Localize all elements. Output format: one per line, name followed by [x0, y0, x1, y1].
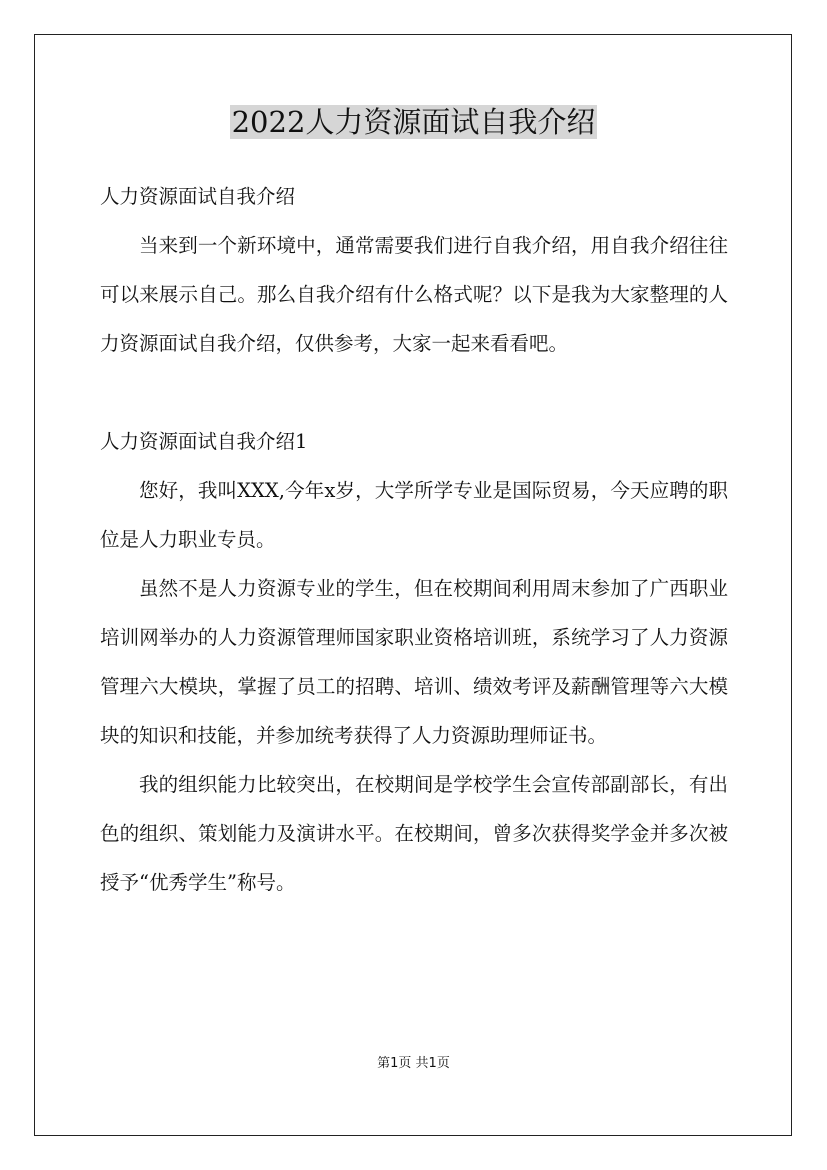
- body-paragraph: 您好，我叫XXX,今年x岁，大学所学专业是国际贸易，今天应聘的职位是人力职业专员。: [100, 479, 728, 551]
- page-number-footer: 第1页 共1页: [377, 1056, 450, 1071]
- document-title-text: 2022人力资源面试自我介绍: [231, 105, 596, 139]
- document-title: [0, 100, 827, 144]
- body-paragraph: 我的组织能力比较突出，在校期间是学校学生会宣传部副部长，有出色的组织、策划能力及演讲水平。在校期间，曾多次获得奖学金并多次被授予“优秀学生”称号。: [100, 773, 728, 894]
- intro-paragraph: 当来到一个新环境中，通常需要我们进行自我介绍，用自我介绍往往可以来展示自己。那么自我介绍有什么格式呢？以下是我为大家整理的人力资源面试自我介绍，仅供参考，大家一起来看看吧。: [100, 234, 728, 355]
- paragraph-spacer: [100, 368, 728, 417]
- section-heading: 人力资源面试自我介绍1: [100, 430, 308, 453]
- document-body: [100, 172, 728, 907]
- body-paragraph: 虽然不是人力资源专业的学生，但在校期间利用周末参加了广西职业培训网举办的人力资源管理师国家职业资格培训班，系统学习了人力资源管理六大模块，掌握了员工的招聘、培训、绩效考评及薪酬管理等六大模块的知识和技能，并参加统考获得了人力资源助理师证书。: [100, 577, 728, 747]
- intro-heading: 人力资源面试自我介绍: [100, 185, 296, 208]
